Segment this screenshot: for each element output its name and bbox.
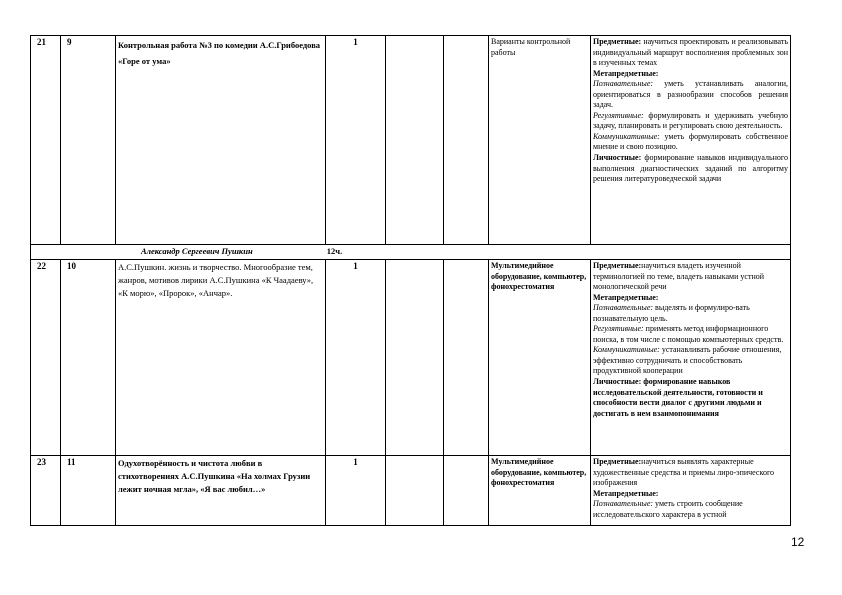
- lesson-results: [591, 456, 791, 526]
- lesson-equipment: Мультимедийное оборудование, компьютер, фонохрестоматия: [489, 456, 591, 526]
- empty-cell: [444, 36, 489, 245]
- table-row: [31, 456, 791, 526]
- result-label: Метапредметные:: [593, 292, 659, 302]
- result-label: Коммуникативные:: [593, 345, 660, 355]
- empty-cell: [444, 456, 489, 526]
- result-text: формирование навыков исследовательской деятельности, готовности и способности вести диалог с другими людьми и достигать в нем взаимопонимания: [593, 377, 763, 418]
- lesson-sub-number: 11: [61, 456, 116, 526]
- result-label: Предметные:: [593, 37, 642, 46]
- lesson-number: 21: [31, 36, 61, 245]
- result-label: Познавательные:: [593, 79, 654, 89]
- result-text: формирование навыков индивидуального выполнения диагностических заданий по алгоритму решения литературоведческой задачи: [593, 153, 788, 184]
- result-label: Личностные:: [593, 377, 642, 387]
- section-author: Александр Сергеевич Пушкин: [141, 246, 253, 256]
- page-number: 12: [791, 535, 805, 549]
- result-label: Коммуникативные:: [593, 131, 660, 141]
- table-row: [31, 36, 791, 245]
- table-row: [31, 260, 791, 456]
- result-label: Личностные:: [593, 153, 642, 163]
- lesson-number: 23: [31, 456, 61, 526]
- empty-cell: [386, 36, 444, 245]
- section-header: [31, 245, 791, 260]
- result-label: Предметные:: [593, 261, 642, 270]
- section-header-row: [31, 245, 791, 260]
- result-text: научиться выявлять характерные художественные средства и приемы лиро-эпического изображения: [593, 457, 775, 488]
- lesson-hours: 1: [326, 260, 386, 456]
- result-text: научиться владеть изученной терминологией по теме, владеть навыками устной монологической речи: [593, 261, 765, 292]
- result-label: Метапредметные:: [593, 488, 659, 498]
- result-text: уметь строить сообщение исследовательского характера в устной: [593, 499, 743, 519]
- empty-cell: [386, 456, 444, 526]
- lesson-topic: Контрольная работа №3 по комедии А.С.Грибоедова «Горе от ума»: [116, 36, 326, 245]
- lesson-hours: 1: [326, 456, 386, 526]
- lesson-topic: А.С.Пушкин. жизнь и творчество. Многообразие тем, жанров, мотивов лирики А.С.Пушкина «К Чаадаеву», «К морю», «Пророк», «Анчар».: [116, 260, 326, 456]
- result-text: применять метод информационного поиска, в том числе с помощью компьютерных средств.: [593, 324, 784, 344]
- section-hours: 12ч.: [326, 246, 343, 256]
- result-label: Познавательные:: [593, 499, 654, 509]
- result-label: Познавательные:: [593, 303, 654, 313]
- lesson-sub-number: 10: [61, 260, 116, 456]
- lesson-results: [591, 36, 791, 245]
- result-text: уметь устанавливать аналогии, ориентироваться в разнообразии способов решения задач.: [593, 79, 788, 110]
- result-text: устанавливать рабочие отношения, эффективно сотрудничать и способствовать продуктивной кооперации: [593, 345, 782, 376]
- lesson-sub-number: 9: [61, 36, 116, 245]
- lesson-topic: Одухотворённость и чистота любви в стихотворениях А.С.Пушкина «На холмах Грузии лежит ночная мгла», «Я вас любил…»: [116, 456, 326, 526]
- result-label: Предметные:: [593, 457, 642, 466]
- empty-cell: [386, 260, 444, 456]
- lesson-plan-table: [30, 35, 791, 526]
- result-label: Регулятивные:: [593, 110, 644, 120]
- result-text: уметь формулировать собственное мнение и свою позицию.: [593, 131, 788, 152]
- lesson-equipment: Варианты контрольной работы: [489, 36, 591, 245]
- result-label: Регулятивные:: [593, 324, 644, 334]
- lesson-hours: 1: [326, 36, 386, 245]
- result-text: выделять и формулиро-вать познавательную цель.: [593, 303, 750, 323]
- result-text: научиться проектировать и реализовывать индивидуальный маршрут восполнения проблемных зон в изученных темах: [593, 37, 788, 68]
- empty-cell: [444, 260, 489, 456]
- lesson-results: [591, 260, 791, 456]
- result-label: Метапредметные:: [593, 68, 659, 78]
- lesson-number: 22: [31, 260, 61, 456]
- result-text: формулировать и удерживать учебную задачу, планировать и регулировать свою деятельность.: [593, 110, 788, 131]
- lesson-equipment: Мультимедийное оборудование, компьютер, фонохрестоматия: [489, 260, 591, 456]
